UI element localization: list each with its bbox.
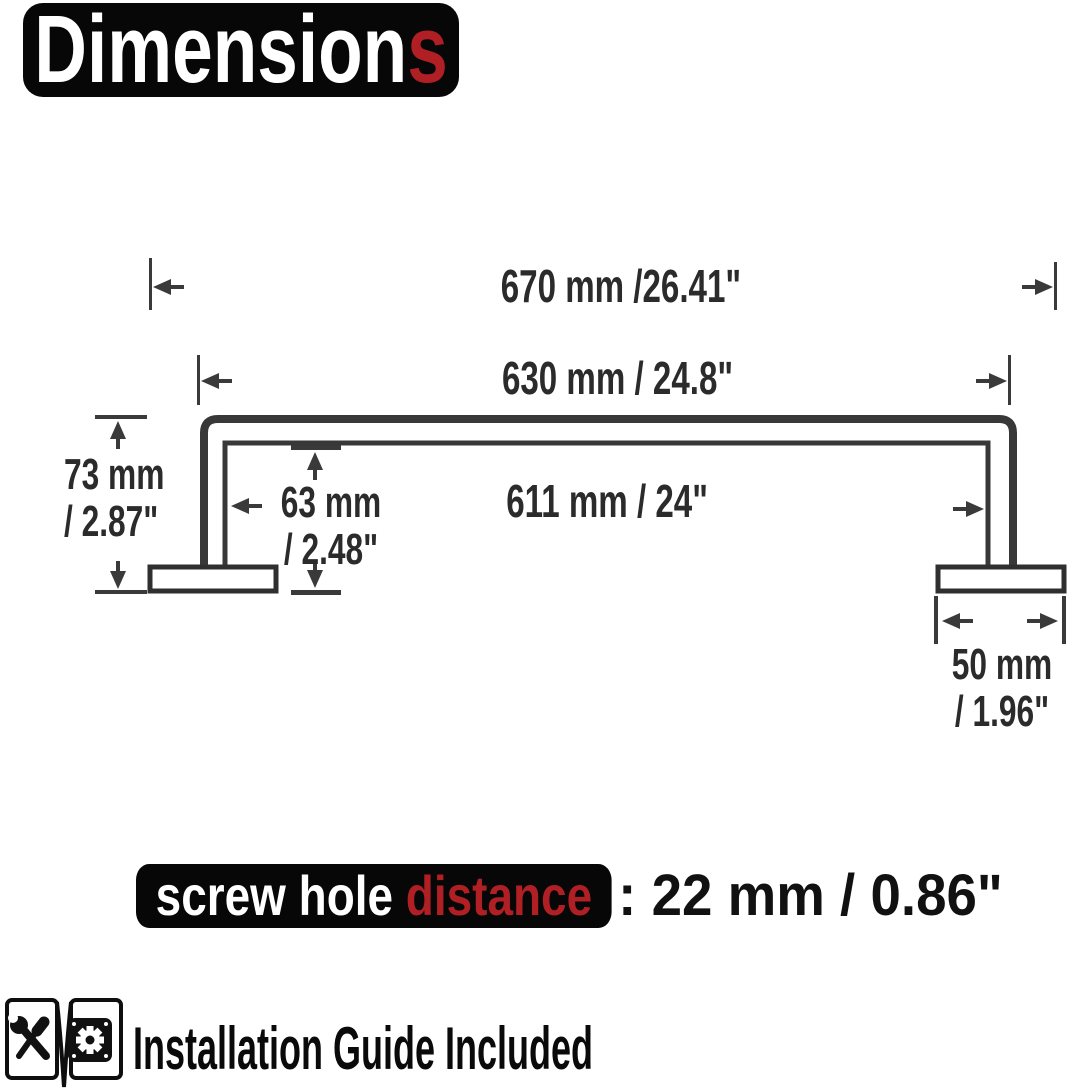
dim-611-text: 611 mm / 24": [506, 475, 708, 527]
gear-icon: [68, 1018, 112, 1062]
dim-73-line2: / 2.87": [64, 497, 159, 546]
dim-73-label: [64, 451, 164, 545]
screw-hole-note: [136, 863, 1004, 928]
mounting-plate-left: [150, 567, 276, 591]
dim-50-line1: 50 mm: [951, 640, 1053, 689]
dim-630-label: [418, 352, 818, 404]
installation-guide-text: Installation Guide Included: [133, 1015, 594, 1082]
dim-50-marks: [934, 596, 1066, 644]
dim-670-text: 670 mm /26.41": [500, 260, 742, 312]
dim-63-line1: 63 mm: [280, 478, 382, 527]
dim-73-line1: 73 mm: [64, 450, 165, 499]
screw-note-white-text: screw hole: [155, 864, 406, 927]
dim-630-text: 630 mm / 24.8": [502, 352, 734, 404]
dim-63-label: [278, 479, 383, 573]
title-white-text: Dimension: [34, 0, 408, 103]
screw-note-red-text: distance: [405, 864, 593, 927]
mounting-plate-right: [938, 567, 1064, 591]
dim-50-label: [949, 641, 1054, 735]
screw-note-badge: [136, 864, 612, 928]
title-red-letter: s: [407, 0, 448, 103]
screw-note-value: : 22 mm / 0.86": [618, 863, 1004, 928]
dim-63-line2: / 2.48": [283, 525, 379, 574]
dim-50-line2: / 1.96": [954, 687, 1050, 736]
dim-670-label: [421, 260, 821, 312]
dim-611-label: [407, 475, 807, 527]
installation-guide-icon: [7, 1000, 121, 1087]
